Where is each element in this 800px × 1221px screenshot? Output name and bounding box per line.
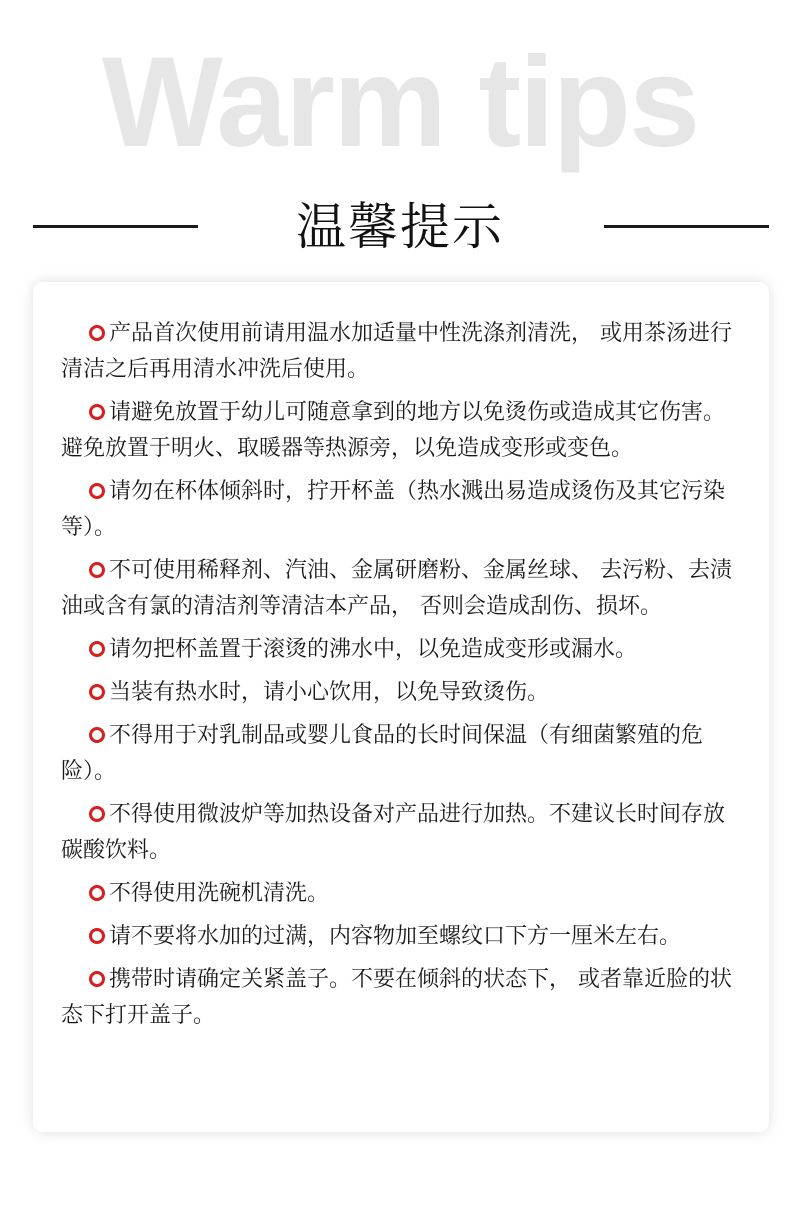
ring-bullet-icon [89, 641, 105, 657]
heading-rule-right [604, 225, 769, 228]
tip-text: 请避免放置于幼儿可随意拿到的地方以免烫伤或造成其它伤害。避免放置于明火、取暖器等热源旁，以免造成变形或变色。 [61, 400, 726, 461]
tips-list [61, 316, 741, 1041]
tip-text: 请不要将水加的过满，内容物加至螺纹口下方一厘米左右。 [109, 924, 682, 949]
tip-text: 携带时请确定关紧盖子。不要在倾斜的状态下， 或者靠近脸的状态下打开盖子。 [61, 967, 732, 1028]
tip-text: 不得用于对乳制品或婴儿食品的长时间保温（有细菌繁殖的危险）。 [61, 723, 704, 784]
page-title: 温馨提示 [296, 198, 504, 256]
tip-item [61, 962, 741, 1034]
tip-item [61, 632, 741, 668]
tip-item [61, 876, 741, 912]
tip-item [61, 553, 741, 625]
ring-bullet-icon [89, 684, 105, 700]
tip-item [61, 474, 741, 546]
ring-bullet-icon [89, 885, 105, 901]
ring-bullet-icon [89, 562, 105, 578]
tip-item [61, 395, 741, 467]
tip-text: 当装有热水时，请小心饮用，以免导致烫伤。 [109, 680, 550, 705]
ring-bullet-icon [89, 404, 105, 420]
tip-item [61, 718, 741, 790]
tip-item [61, 919, 741, 955]
tip-text: 不得使用洗碗机清洗。 [109, 881, 330, 906]
ring-bullet-icon [89, 806, 105, 822]
tip-text: 不可使用稀释剂、汽油、金属研磨粉、金属丝球、 去污粉、去渍油或含有氯的清洁剂等清洁本产品， 否则会造成刮伤、损坏。 [61, 558, 732, 619]
ring-bullet-icon [89, 928, 105, 944]
watermark-title: Warm tips [102, 31, 698, 174]
tip-text: 不得使用微波炉等加热设备对产品进行加热。不建议长时间存放碳酸饮料。 [61, 802, 726, 863]
tips-card [33, 282, 769, 1132]
ring-bullet-icon [89, 325, 105, 341]
ring-bullet-icon [89, 483, 105, 499]
ring-bullet-icon [89, 727, 105, 743]
tip-text: 请勿在杯体倾斜时，拧开杯盖（热水溅出易造成烫伤及其它污染等）。 [61, 479, 726, 540]
tip-item [61, 675, 741, 711]
ring-bullet-icon [89, 971, 105, 987]
tip-item [61, 316, 741, 388]
tip-text: 请勿把杯盖置于滚烫的沸水中，以免造成变形或漏水。 [109, 637, 638, 662]
tip-item [61, 797, 741, 869]
tip-text: 产品首次使用前请用温水加适量中性洗涤剂清洗， 或用茶汤进行清洁之后再用清水冲洗后使用。 [61, 321, 732, 382]
